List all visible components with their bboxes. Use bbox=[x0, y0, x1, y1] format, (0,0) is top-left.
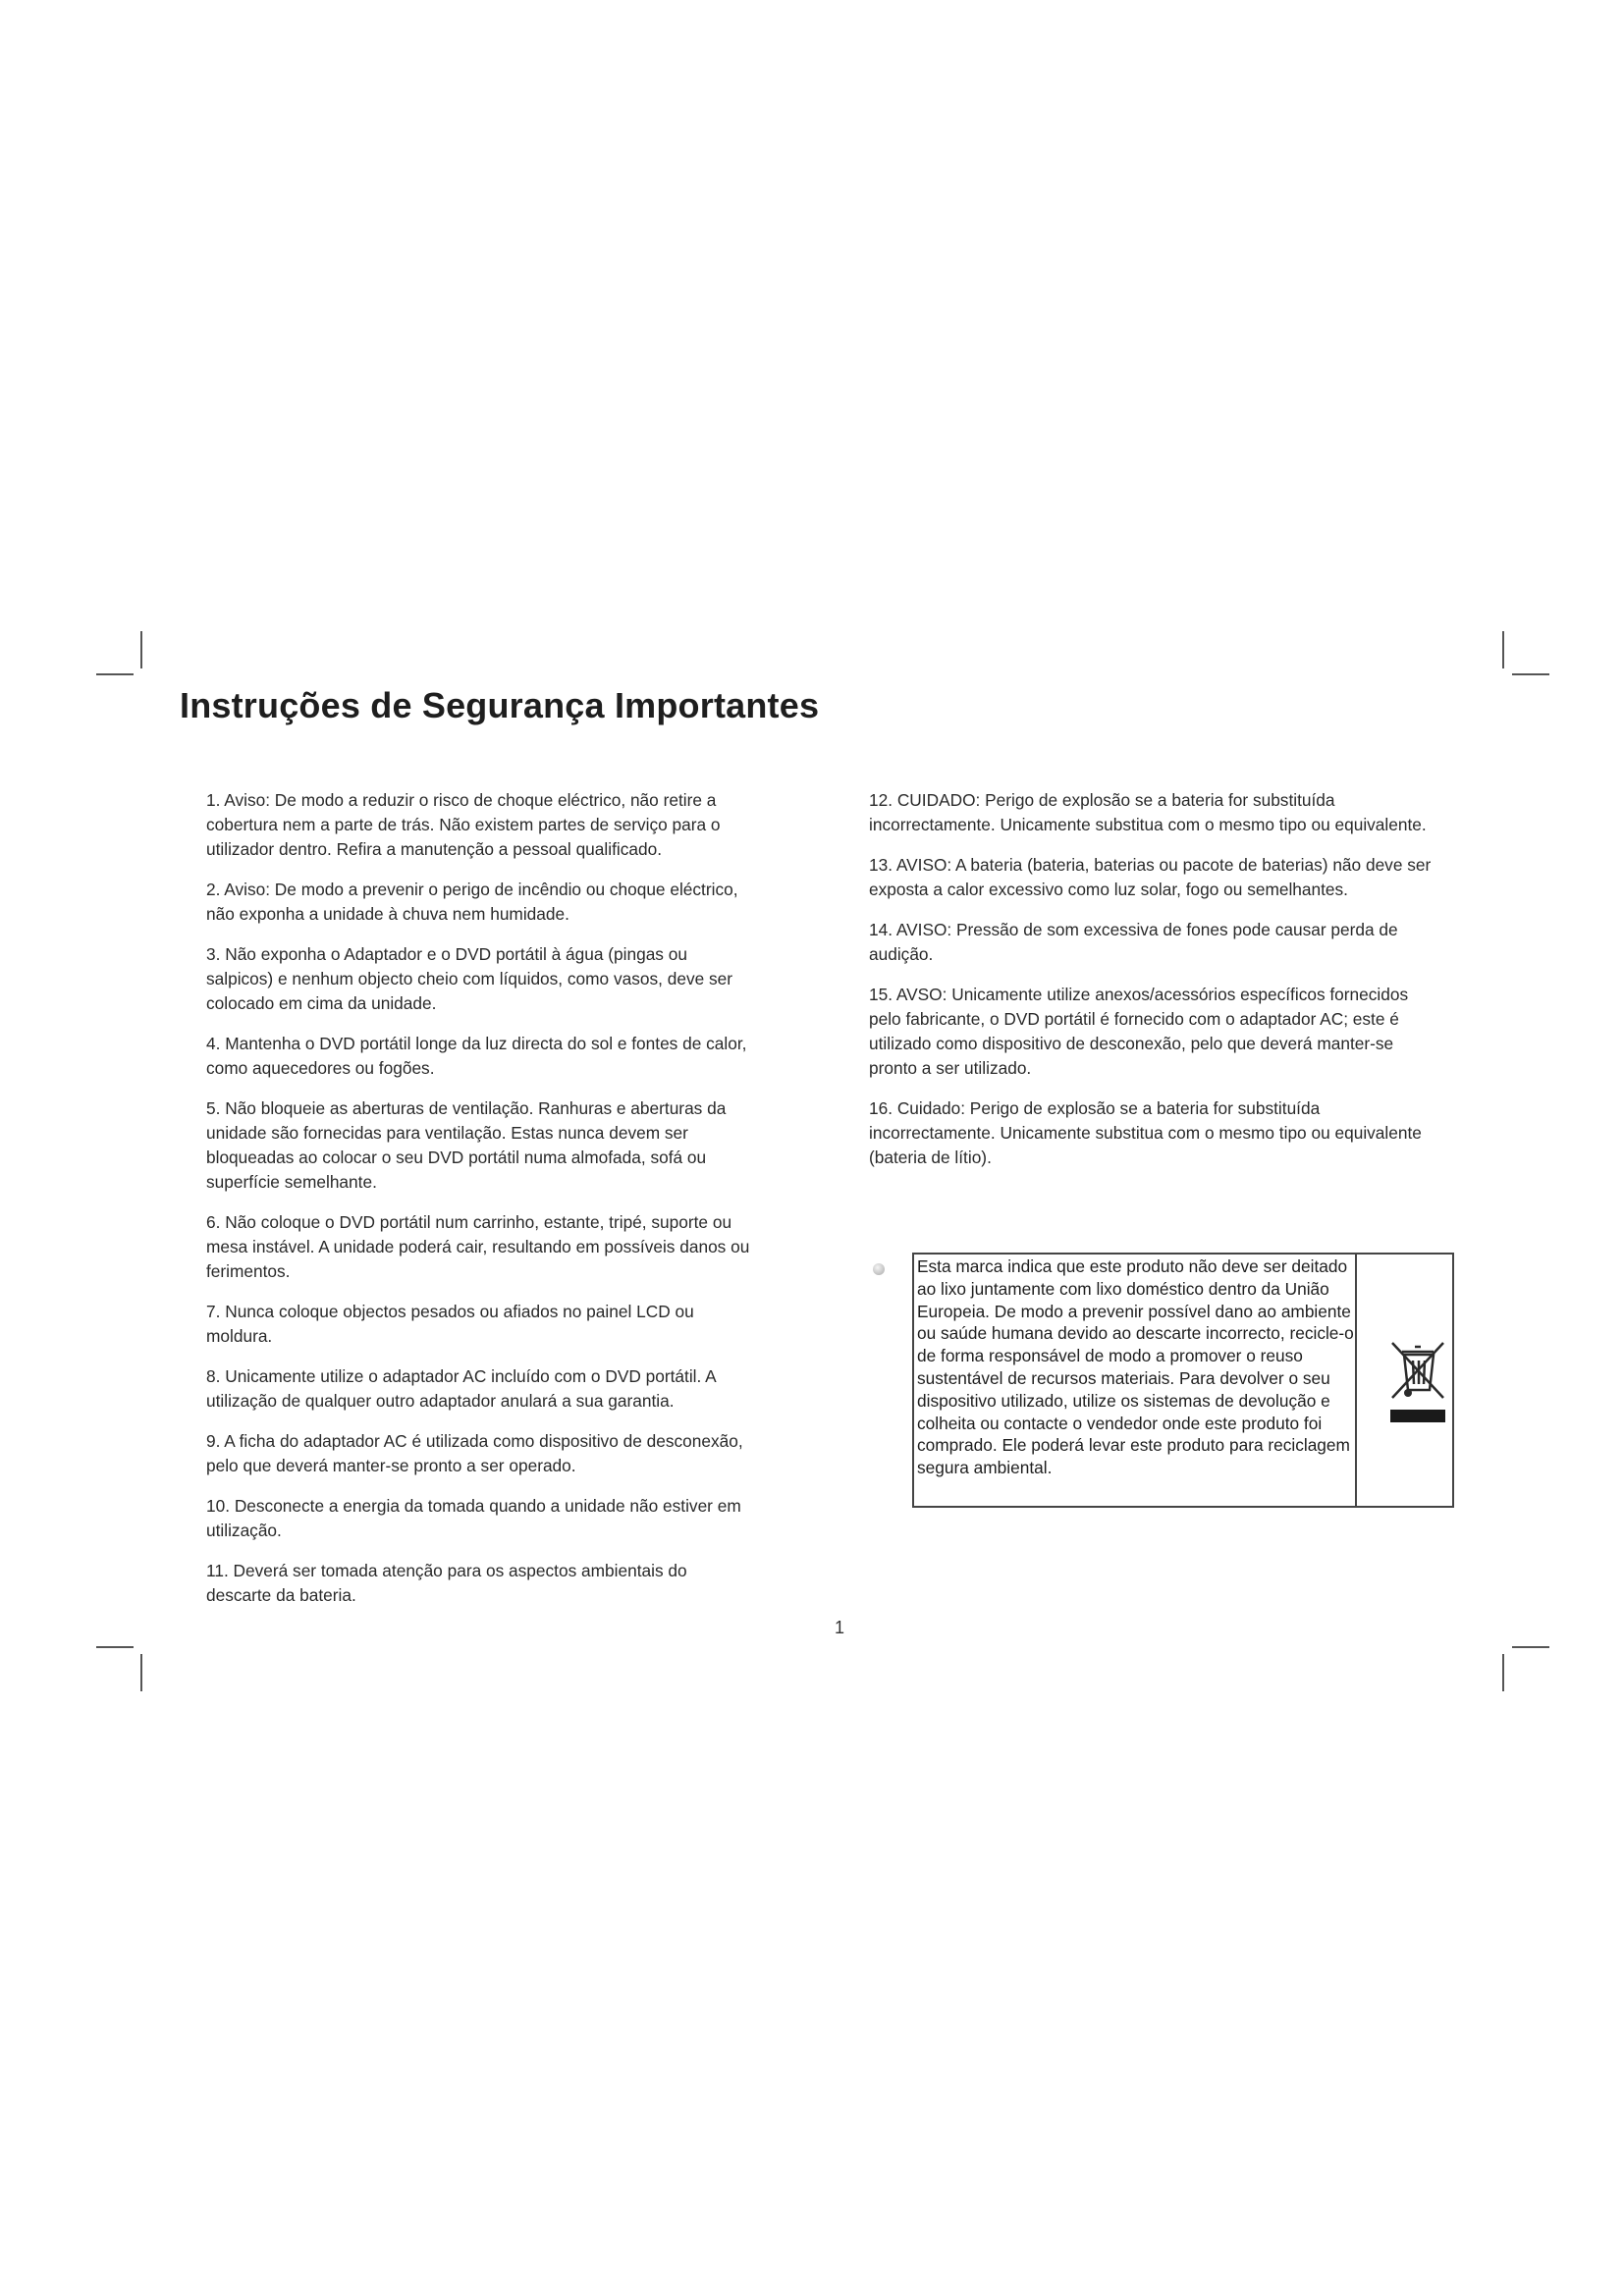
crop-mark-top-right-horizontal bbox=[1512, 673, 1549, 675]
crop-mark-bottom-left-horizontal bbox=[96, 1646, 134, 1648]
safety-item-10: 10. Desconecte a energia da tomada quando a unidade não estiver em utilização. bbox=[206, 1496, 741, 1540]
crop-mark-bottom-right-horizontal bbox=[1512, 1646, 1549, 1648]
safety-item-16: 16. Cuidado: Perigo de explosão se a bateria for substituída incorrectamente. Unicamente substitua com o mesmo tipo ou equivalente (bateria de lítio). bbox=[869, 1098, 1422, 1167]
safety-item-14: 14. AVISO: Pressão de som excessiva de fones pode causar perda de audição. bbox=[869, 920, 1398, 964]
left-column bbox=[206, 788, 756, 1624]
safety-item-2: 2. Aviso: De modo a prevenir o perigo de incêndio ou choque eléctrico, não exponha a unidade à chuva nem humidade. bbox=[206, 880, 738, 924]
crop-mark-top-left-vertical bbox=[140, 631, 142, 668]
crop-mark-top-right-vertical bbox=[1502, 631, 1504, 668]
crossed-out-wheelie-bin-icon bbox=[1386, 1339, 1449, 1423]
crop-mark-bottom-left-vertical bbox=[140, 1654, 142, 1691]
crop-mark-bottom-right-vertical bbox=[1502, 1654, 1504, 1691]
page-number: 1 bbox=[835, 1618, 845, 1637]
page-title: Instruções de Segurança Importantes bbox=[180, 685, 820, 725]
safety-item-7: 7. Nunca coloque objectos pesados ou afiados no painel LCD ou moldura. bbox=[206, 1302, 694, 1346]
safety-item-12: 12. CUIDADO: Perigo de explosão se a bateria for substituída incorrectamente. Unicamente substitua com o mesmo tipo ou equivalente. bbox=[869, 790, 1427, 834]
safety-item-8: 8. Unicamente utilize o adaptador AC incluído com o DVD portátil. A utilização de qualquer outro adaptador anulará a sua garantia. bbox=[206, 1366, 716, 1411]
right-column bbox=[869, 788, 1438, 1186]
safety-item-1: 1. Aviso: De modo a reduzir o risco de choque eléctrico, não retire a cobertura nem a parte de trás. Não existem partes de serviço para o utilizador dentro. Refira a manutenção a pessoal qualificado. bbox=[206, 790, 721, 859]
crop-mark-top-left-horizontal bbox=[96, 673, 134, 675]
safety-item-3: 3. Não exponha o Adaptador e o DVD portátil à água (pingas ou salpicos) e nenhum objecto cheio com líquidos, como vasos, deve ser colocado em cima da unidade. bbox=[206, 944, 732, 1013]
safety-item-6: 6. Não coloque o DVD portátil num carrinho, estante, tripé, suporte ou mesa instável. A unidade poderá cair, resultando em possíveis danos ou ferimentos. bbox=[206, 1212, 750, 1281]
safety-item-5: 5. Não bloqueie as aberturas de ventilação. Ranhuras e aberturas da unidade são fornecidas para ventilação. Estas nunca devem ser bloqueadas ao colocar o seu DVD portátil numa almofada, sofá ou superfície semelhante. bbox=[206, 1098, 727, 1192]
weee-notice-text: Esta marca indica que este produto não deve ser deitado ao lixo juntamente com lixo doméstico dentro da União Europeia. De modo a prevenir possível dano ao ambiente ou saúde humana devido ao descarte incorrecto, recicle-o de forma responsável de modo a promover o reuso sustentável de recursos materiais. Para devolver o seu dispositivo utilizado, utilize os sistemas de devolução e colheita ou contacte o vendedor onde este produto foi comprado. Ele poderá levar este produto para reciclagem segura ambiental. bbox=[914, 1255, 1357, 1506]
bullet-icon bbox=[873, 1263, 885, 1275]
safety-item-11: 11. Deverá ser tomada atenção para os aspectos ambientais do descarte da bateria. bbox=[206, 1561, 687, 1605]
safety-item-15: 15. AVSO: Unicamente utilize anexos/acessórios específicos fornecidos pelo fabricante, o DVD portátil é fornecido com o adaptador AC; este é utilizado como dispositivo de desconexão, pelo que deverá manter-se pronto a ser utilizado. bbox=[869, 985, 1409, 1078]
safety-item-9: 9. A ficha do adaptador AC é utilizada como dispositivo de desconexão, pelo que deverá manter-se pronto a ser operado. bbox=[206, 1431, 743, 1475]
safety-item-4: 4. Mantenha o DVD portátil longe da luz directa do sol e fontes de calor, como aquecedores ou fogões. bbox=[206, 1034, 747, 1078]
weee-notice-box bbox=[912, 1253, 1454, 1508]
weee-icon-cell bbox=[1357, 1255, 1452, 1506]
safety-item-13: 13. AVISO: A bateria (bateria, baterias ou pacote de baterias) não deve ser exposta a calor excessivo como luz solar, fogo ou semelhantes. bbox=[869, 855, 1432, 899]
